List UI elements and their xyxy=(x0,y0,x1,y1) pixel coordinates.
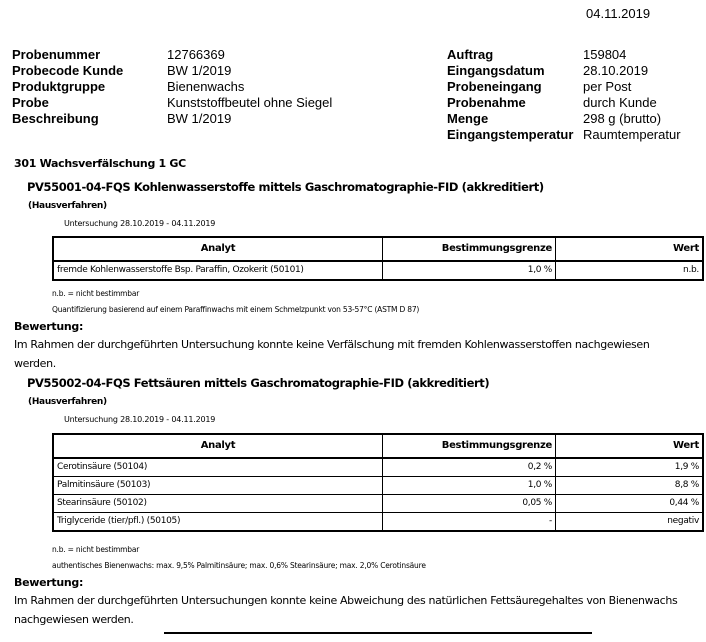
label-menge: Menge xyxy=(447,111,489,126)
value-probeneingang: per Post xyxy=(583,79,632,94)
value-probecode-kunde: BW 1/2019 xyxy=(167,63,232,78)
report-date: 04.11.2019 xyxy=(586,6,651,21)
cell-wert: 1,9 % xyxy=(556,458,704,477)
table-row xyxy=(53,495,703,513)
method2-note-nb: n.b. = nicht bestimmbar xyxy=(52,545,140,554)
method1-assessment-text: Im Rahmen der durchgeführten Untersuchung konnte keine Verfälschung mit fremden Kohlenwasserstoffen nachgewiesen werden. xyxy=(14,338,650,370)
method2-assessment-text: Im Rahmen der durchgeführten Untersuchungen konnte keine Abweichung des natürlichen Fettsäuregehaltes von Bienenwachs nachgewiesen werden. xyxy=(14,594,678,626)
cell-analyt: Palmitinsäure (50103) xyxy=(53,477,383,495)
value-probenummer: 12766369 xyxy=(167,47,225,62)
table-row xyxy=(53,513,703,532)
value-beschreibung: BW 1/2019 xyxy=(167,111,232,126)
col-analyt: Analyt xyxy=(53,237,383,261)
label-auftrag: Auftrag xyxy=(447,47,494,62)
table-header-row xyxy=(53,237,703,261)
cell-analyt: Stearinsäure (50102) xyxy=(53,495,383,513)
label-probe: Probe xyxy=(12,95,49,110)
cell-analyt: Triglyceride (tier/pfl.) (50105) xyxy=(53,513,383,532)
label-beschreibung: Beschreibung xyxy=(12,111,99,126)
method1-results-table xyxy=(52,236,704,281)
method2-results-table xyxy=(52,433,704,532)
label-produktgruppe: Produktgruppe xyxy=(12,79,106,94)
col-wert: Wert xyxy=(556,434,704,458)
col-analyt: Analyt xyxy=(53,434,383,458)
cell-grenze: - xyxy=(383,513,556,532)
value-auftrag: 159804 xyxy=(583,47,627,62)
method1-assessment-title: Bewertung: xyxy=(14,320,84,333)
method1-period: Untersuchung 28.10.2019 - 04.11.2019 xyxy=(64,219,216,228)
method2-title: PV55002-04-FQS Fettsäuren mittels Gaschromatographie-FID (akkreditiert) xyxy=(27,376,490,390)
cell-analyt: Cerotinsäure (50104) xyxy=(53,458,383,477)
cell-wert: negativ xyxy=(556,513,704,532)
cell-wert: 8,8 % xyxy=(556,477,704,495)
label-probeneingang: Probeneingang xyxy=(447,79,542,94)
method1-note-quantification: Quantifizierung basierend auf einem Paraffinwachs mit einem Schmelzpunkt von 53-57°C (ASTM D 87) xyxy=(52,305,420,314)
cell-wert: n.b. xyxy=(556,261,704,280)
method2-note-authentic: authentisches Bienenwachs: max. 9,5% Palmitinsäure; max. 0,6% Stearinsäure; max. 2,0% Cerotinsäure xyxy=(52,561,426,570)
value-probe: Kunststoffbeutel ohne Siegel xyxy=(167,95,333,110)
cell-grenze: 0,2 % xyxy=(383,458,556,477)
end-separator-line xyxy=(164,632,592,634)
value-eingangsdatum: 28.10.2019 xyxy=(583,63,649,78)
col-wert: Wert xyxy=(556,237,704,261)
label-eingangsdatum: Eingangsdatum xyxy=(447,63,545,78)
method2-subtitle: (Hausverfahren) xyxy=(28,397,107,407)
table-header-row xyxy=(53,434,703,458)
method1-note-nb: n.b. = nicht bestimmbar xyxy=(52,289,140,298)
table-row xyxy=(53,477,703,495)
label-probecode-kunde: Probecode Kunde xyxy=(12,63,124,78)
table-row xyxy=(53,261,703,280)
value-produktgruppe: Bienenwachs xyxy=(167,79,245,94)
method2-assessment-title: Bewertung: xyxy=(14,576,84,589)
cell-grenze: 0,05 % xyxy=(383,495,556,513)
label-probenahme: Probenahme xyxy=(447,95,526,110)
value-probenahme: durch Kunde xyxy=(583,95,657,110)
section-title: 301 Wachsverfälschung 1 GC xyxy=(14,157,186,170)
cell-wert: 0,44 % xyxy=(556,495,704,513)
col-bestimmungsgrenze: Bestimmungsgrenze xyxy=(383,237,556,261)
method1-subtitle: (Hausverfahren) xyxy=(28,201,107,211)
table-row xyxy=(53,458,703,477)
value-eingangstemperatur: Raumtemperatur xyxy=(583,127,681,142)
method2-period: Untersuchung 28.10.2019 - 04.11.2019 xyxy=(64,415,216,424)
cell-grenze: 1,0 % xyxy=(383,477,556,495)
label-eingangstemperatur: Eingangstemperatur xyxy=(447,127,574,142)
label-probenummer: Probenummer xyxy=(12,47,101,62)
col-bestimmungsgrenze: Bestimmungsgrenze xyxy=(383,434,556,458)
value-menge: 298 g (brutto) xyxy=(583,111,662,126)
method1-title: PV55001-04-FQS Kohlenwasserstoffe mittels Gaschromatographie-FID (akkreditiert) xyxy=(27,180,544,194)
cell-analyt: fremde Kohlenwasserstoffe Bsp. Paraffin, Ozokerit (50101) xyxy=(53,261,383,280)
cell-grenze: 1,0 % xyxy=(383,261,556,280)
